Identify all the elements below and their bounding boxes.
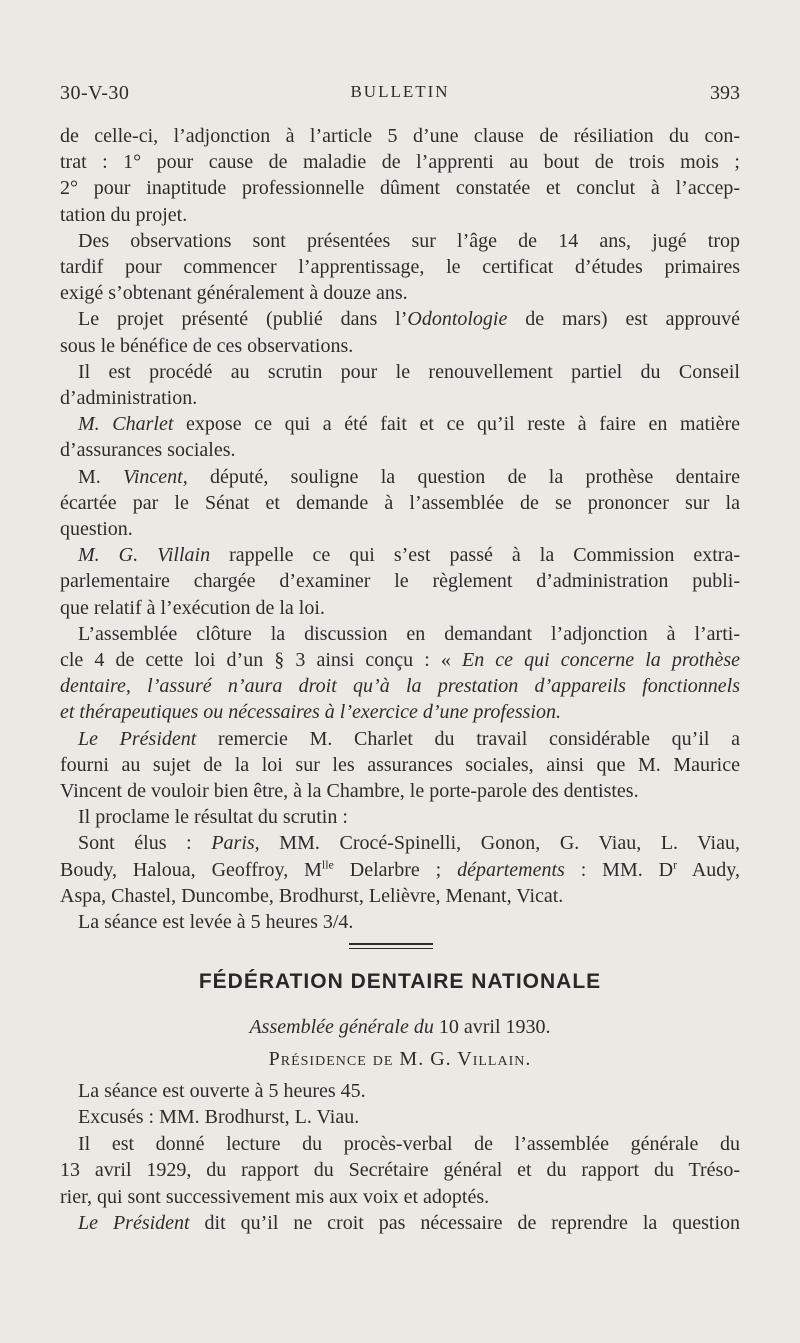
- text-run: Sont élus :: [78, 832, 212, 855]
- text-line: [60, 568, 740, 594]
- presidence-line: Présidence de M. G. Villain.: [268, 1048, 532, 1070]
- text-run: sous le bénéfice de ces observations.: [60, 334, 354, 357]
- text-line: [60, 202, 740, 228]
- text-run: trat : 1° pour cause de maladie de l’apprenti au bout de trois mois ;: [60, 151, 740, 174]
- text-line: [60, 123, 740, 149]
- text-line: [60, 464, 740, 490]
- italic-text: dentaire, l’assuré n’aura droit qu’à la prestation d’appareils fonctionnels: [60, 675, 740, 698]
- italic-text: départements: [457, 858, 565, 881]
- text-line: [60, 830, 740, 856]
- text-run: Audy,: [677, 858, 740, 881]
- text-line: [60, 883, 740, 909]
- text-run: Il proclame le résultat du scrutin :: [78, 806, 348, 829]
- text-run: Delarbre ;: [333, 858, 458, 881]
- text-line: [60, 726, 740, 752]
- text-run: 13 avril 1929, du rapport du Secrétaire général et du rapport du Tréso-: [60, 1159, 740, 1182]
- text-run: L’assemblée clôture la discussion en demandant l’adjonction à l’arti-: [78, 622, 740, 645]
- text-line: [60, 778, 740, 804]
- text-run: rier, qui sont successivement mis aux voix et adoptés.: [60, 1185, 490, 1208]
- text-run: La séance est ouverte à 5 heures 45.: [78, 1080, 366, 1102]
- superscript-text: r: [673, 856, 678, 871]
- text-run: d’administration.: [60, 387, 198, 409]
- text-line: [60, 149, 740, 175]
- text-line: [60, 411, 740, 437]
- text-line: [60, 621, 740, 647]
- text-run: Il est procédé au scrutin pour le renouvellement partiel du Conseil: [78, 360, 740, 383]
- italic-text: Vincent,: [123, 465, 188, 488]
- text-line: [60, 542, 740, 568]
- italic-text: et thérapeutiques ou nécessaires à l’exercice d’une profession.: [60, 701, 561, 724]
- text-line: [60, 647, 740, 673]
- text-run: député, souligne la question de la prothèse dentaire: [187, 465, 740, 488]
- text-run: M.: [78, 465, 124, 488]
- text-run: de mars) est approuvé: [507, 308, 740, 331]
- text-line: [60, 699, 740, 725]
- text-line: [60, 359, 740, 385]
- text-line: [60, 280, 740, 306]
- italic-text: Le Président: [78, 727, 197, 750]
- text-line: [60, 1184, 740, 1210]
- text-run: Des observations sont présentées sur l’âge de 14 ans, jugé trop: [78, 229, 740, 252]
- text-line: [60, 909, 740, 935]
- text-run: tation du projet.: [60, 203, 188, 226]
- text-run: Excusés : MM. Brodhurst, L. Viau.: [78, 1106, 360, 1129]
- superscript-text: lle: [321, 856, 334, 871]
- text-run: d’assurances sociales.: [60, 439, 236, 462]
- text-run: dit qu’il ne croit pas nécessaire de reprendre la question: [189, 1212, 740, 1234]
- text-run: parlementaire chargée d’examiner le règlement d’administration publi-: [60, 570, 740, 593]
- text-run: que relatif à l’exécution de la loi.: [60, 596, 325, 619]
- text-run: tardif pour commencer l’apprentissage, le certificat d’études primaires: [60, 256, 740, 278]
- italic-text: M. Charlet: [78, 413, 174, 436]
- text-line: [60, 490, 740, 516]
- text-line: [60, 673, 740, 699]
- text-line: [60, 1157, 740, 1183]
- text-run: Aspa, Chastel, Duncombe, Brodhurst, Lelièvre, Menant, Vicat.: [60, 884, 564, 907]
- text-line: [60, 1131, 740, 1157]
- text-line: [60, 752, 740, 778]
- text-line: [60, 1210, 740, 1236]
- italic-text: M. G. Villain: [78, 544, 211, 567]
- text-line: [60, 254, 740, 280]
- text-line: [60, 228, 740, 254]
- text-run: rappelle ce qui s’est passé à la Commission extra-: [210, 544, 740, 567]
- text-line: [60, 595, 740, 621]
- text-line: [60, 437, 740, 463]
- text-run: expose ce qui a été fait et ce qu’il reste à faire en matière: [173, 413, 740, 436]
- text-line: [60, 1104, 740, 1130]
- text-run: Boudy, Haloua, Geoffroy, M: [60, 858, 322, 881]
- text-line: [60, 175, 740, 201]
- text-run: question.: [60, 518, 133, 540]
- italic-text: Le Président: [78, 1212, 190, 1234]
- text-run: cle 4 de cette loi d’un § 3 ainsi conçu : «: [60, 649, 462, 671]
- text-run: Vincent de vouloir bien être, à la Chambre, le porte-parole des dentistes.: [60, 780, 639, 802]
- text-run: Il est donné lecture du procès-verbal de l’assemblée générale du: [78, 1132, 740, 1155]
- italic-text: En ce qui concerne la prothèse: [461, 649, 740, 671]
- subtitle-italic: Assemblée générale du: [249, 1016, 434, 1038]
- text-run: de celle-ci, l’adjonction à l’article 5 d’une clause de résiliation du con-: [60, 125, 740, 147]
- text-line: [60, 1078, 740, 1104]
- italic-text: Odontologie: [407, 308, 508, 331]
- text-run: remercie M. Charlet du travail considérable qu’il a: [196, 727, 740, 750]
- text-line: [60, 804, 740, 830]
- header-date: 30-V-30: [60, 82, 130, 104]
- section-title: FÉDÉRATION DENTAIRE NATIONALE: [198, 970, 602, 993]
- text-run: La séance est levée à 5 heures 3/4.: [78, 911, 354, 933]
- text-run: fourni au sujet de la loi sur les assurances sociales, ainsi que M. Maurice: [60, 753, 740, 776]
- subtitle-date: 10 avril 1930.: [438, 1016, 551, 1038]
- running-header: [60, 82, 740, 112]
- text-run: écartée par le Sénat et demande à l’assemblée de se prononcer sur la: [60, 491, 740, 514]
- text-line: [60, 857, 740, 883]
- section-subtitle: [60, 1014, 740, 1040]
- header-title: BULLETIN: [350, 82, 450, 101]
- text-run: Le projet présenté (publié dans l’: [78, 308, 408, 331]
- text-line: [60, 306, 740, 332]
- section-divider: [349, 943, 433, 949]
- text-run: : MM. D: [564, 858, 674, 881]
- italic-text: Paris,: [211, 832, 260, 855]
- text-line: [60, 385, 740, 411]
- text-line: [60, 333, 740, 359]
- text-run: exigé s’obtenant généralement à douze ans.: [60, 282, 408, 305]
- text-run: 2° pour inaptitude professionnelle dûment constatée et conclut à l’accep-: [60, 177, 740, 200]
- text-line: [60, 516, 740, 542]
- page-number: 393: [710, 82, 740, 104]
- text-run: MM. Crocé-Spinelli, Gonon, G. Viau, L. Viau,: [259, 832, 740, 855]
